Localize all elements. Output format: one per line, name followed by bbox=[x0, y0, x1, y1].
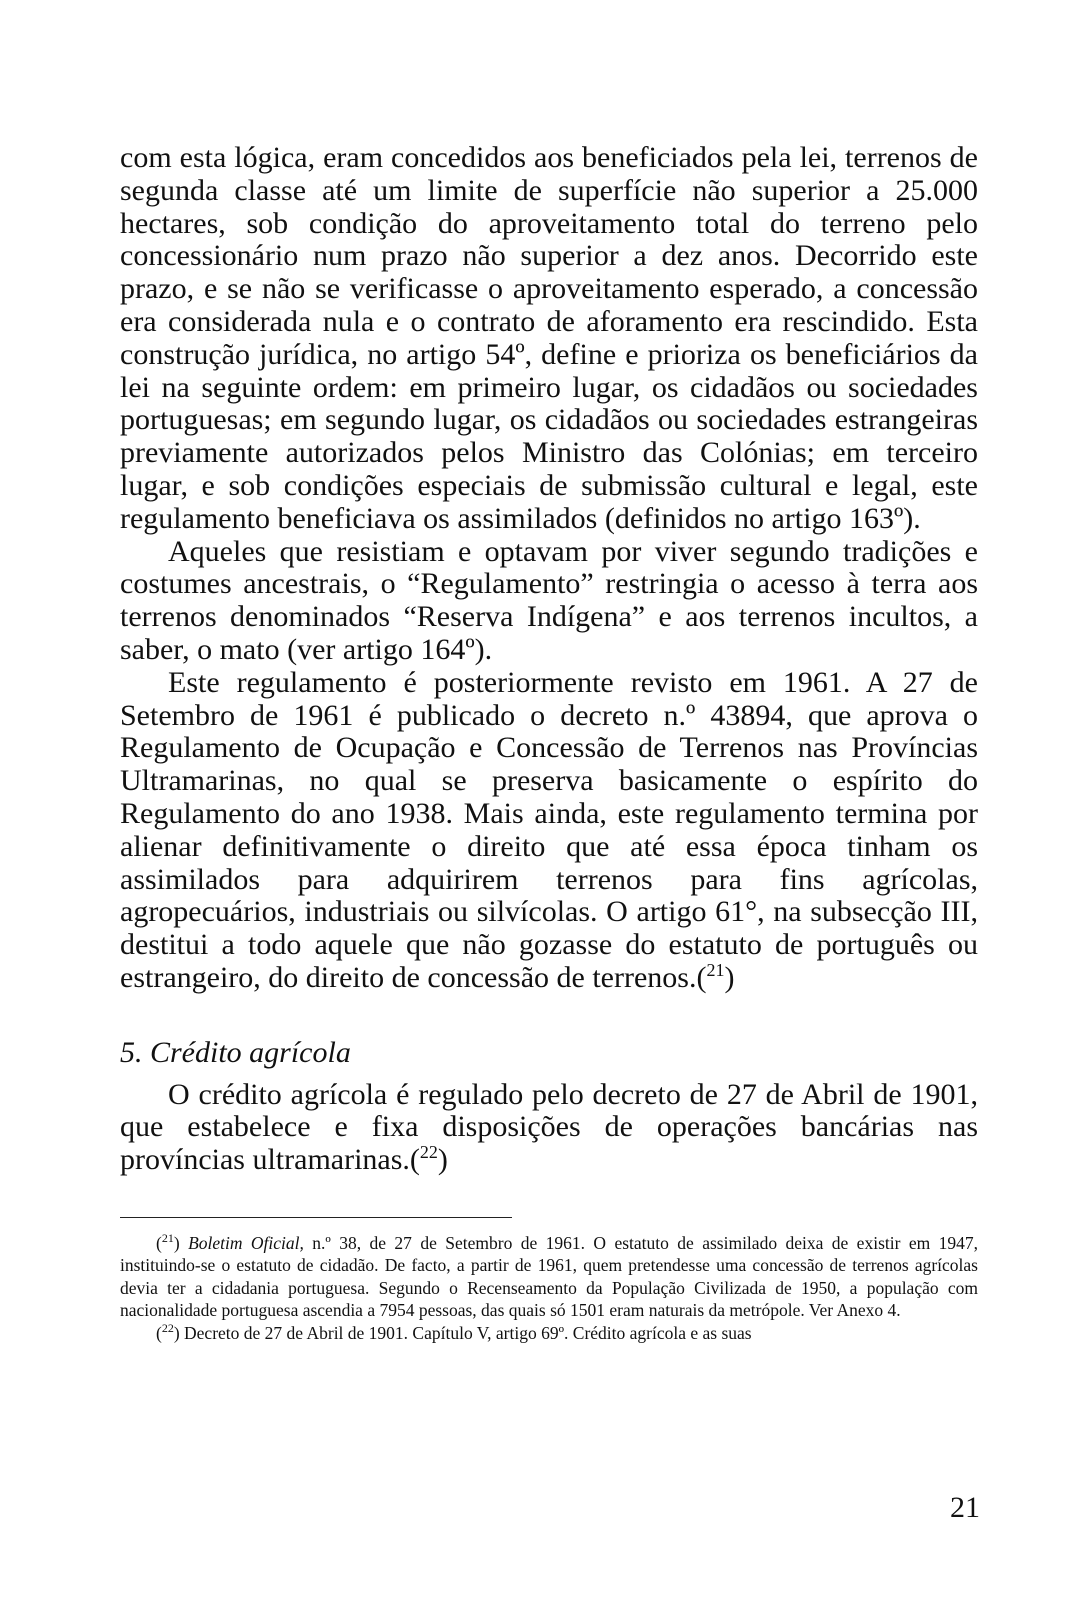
footnotes bbox=[120, 1232, 978, 1344]
paragraph-regulamento-1961 bbox=[120, 667, 978, 995]
footnote-text: n.º 38, de 27 de Setembro de 1961. O estatuto de assimilado deixa de existir em 1947, instituindo-se o estatuto de cidadão. De facto, a partir de 1961, quem pretendesse uma concessão de terrenos agrícolas devia ter a cidadania portuguesa. Segundo o Recenseamento da População Civilizada de 1950, a população com nacionalidade portuguesa ascendia a 7954 pessoas, das quais só 1501 eram naturais da metrópole. Ver Anexo 4. bbox=[120, 1232, 978, 1321]
paragraph-credito bbox=[120, 1079, 978, 1177]
paragraph-text: Aqueles que resistiam e optavam por viver segundo tradições e costumes ancestrais, o “Regulamento” restringia o acesso à terra aos terrenos denominados “Reserva Indígena” e aos terrenos incultos, a saber, o mato (ver artigo 164º). bbox=[120, 534, 978, 666]
paragraph-text: O crédito agrícola é regulado pelo decreto de 27 de Abril de 1901, que estabelece e fixa disposições de operações bancárias nas províncias ultramarinas. bbox=[120, 1077, 978, 1177]
footnote-ref-22[interactable]: ($^{22}$) bbox=[409, 1142, 448, 1177]
footnote-number: ($^{22}$) bbox=[156, 1320, 180, 1343]
paragraph-text: Este regulamento é posteriormente revisto em 1961. A 27 de Setembro de 1961 é publicado o decreto n.º 43894, que aprova o Regulamento de Ocupação e Concessão de Terrenos nas Províncias Ultramarinas, no qual se preserva basicamente o espírito do Regulamento do ano 1938. Mais ainda, este regulamento termina por alienar definitivamente o direito que até essa época tinham os assimilados para adquirirem terrenos para fins agrícolas, agropecuários, industriais ou silvícolas. O artigo 61°, na subsecção III, destitui a todo aquele que não gozasse do estatuto de português ou estrangeiro, do direito de concessão de terrenos. bbox=[120, 665, 978, 994]
footnote-22 bbox=[120, 1322, 978, 1344]
footnote-text: Decreto de 27 de Abril de 1901. Capítulo V, artigo 69º. Crédito agrícola e as suas bbox=[179, 1322, 752, 1343]
footnote-divider bbox=[120, 1217, 512, 1218]
footnote-number: ($^{21}$) bbox=[156, 1231, 180, 1253]
section-heading: 5. Crédito agrícola bbox=[120, 1035, 351, 1069]
footnote-21 bbox=[120, 1232, 978, 1322]
paragraph-continuation bbox=[120, 142, 978, 536]
document-page bbox=[120, 142, 978, 1344]
footnote-ref-21[interactable]: ($^{21}$) bbox=[696, 959, 735, 994]
page-number: 21 bbox=[950, 1491, 980, 1524]
footnote-source-title: Boletim Oficial, bbox=[188, 1232, 304, 1253]
paragraph-reserva bbox=[120, 536, 978, 667]
paragraph-text: com esta lógica, eram concedidos aos beneficiados pela lei, terrenos de segunda classe até um limite de superfície não superior a 25.000 hectares, sob condição do aproveitamento total do terreno pelo concessionário num prazo não superior a dez anos. Decorrido este prazo, e se não se verificasse o aproveitamento esperado, a concessão era considerada nula e o contrato de aforamento era rescindido. Esta construção jurídica, no artigo 54º, define e prioriza os beneficiários da lei na seguinte ordem: em primeiro lugar, os cidadãos ou sociedades portuguesas; em segundo lugar, os cidadãos ou sociedades estrangeiras previamente autorizados pelos Ministro das Colónias; em terceiro lugar, e sob condições especiais de submissão cultural e legal, este regulamento beneficiava os assimilados (definidos no artigo 163º). bbox=[120, 141, 978, 535]
